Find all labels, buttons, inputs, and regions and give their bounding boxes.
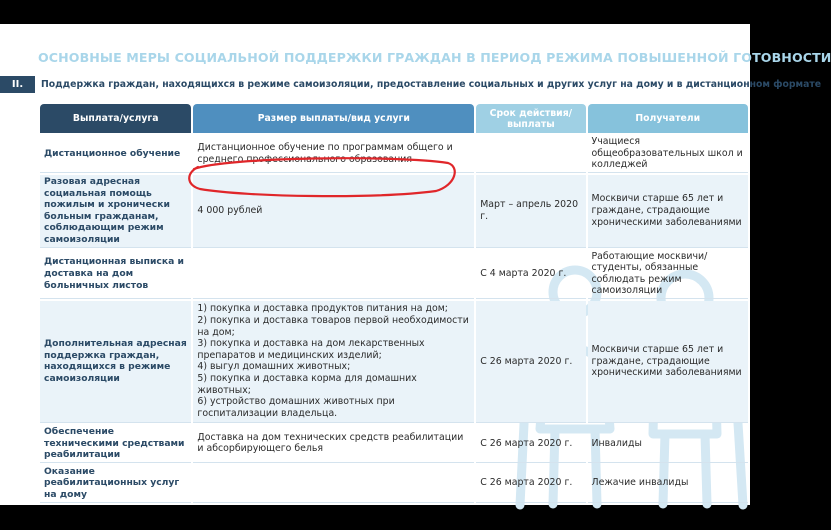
column-header: Выплата/услуга: [40, 104, 191, 133]
list-item: 6) устройство домашних животных при госпитализации владельца.: [197, 396, 395, 419]
size-cell: Доставка на дом технических средств реабилитации и абсорбирующего белья: [193, 425, 474, 463]
section-title: Поддержка граждан, находящихся в режиме самоизоляции, предоставление социальных и других услуг на дому и в дистанционном формате: [41, 79, 822, 90]
column-header: Получатели: [588, 104, 748, 133]
size-cell: [193, 465, 474, 503]
term-cell: С 26 марта 2020 г.: [476, 425, 585, 463]
list-item: 3) покупка и доставка на дом лекарственных препаратов и медицинских изделий;: [197, 338, 425, 361]
term-cell: Март – апрель 2020 г.: [476, 175, 585, 248]
term-cell: С 4 марта 2020 г.: [476, 250, 585, 299]
list-item: 1) покупка и доставка продуктов питания на дом;: [197, 303, 448, 315]
column-header: Размер выплаты/вид услуги: [193, 104, 474, 133]
size-cell: [193, 250, 474, 299]
page-title: ОСНОВНЫЕ МЕРЫ СОЦИАЛЬНОЙ ПОДДЕРЖКИ ГРАЖДАН В ПЕРИОД РЕЖИМА ПОВЫШЕННОЙ ГОТОВНОСТИ: [38, 50, 831, 65]
service-cell: Обеспечение техническими средствами реабилитации: [40, 425, 191, 463]
table-row: [40, 425, 748, 463]
term-cell: С 26 марта 2020 г.: [476, 465, 585, 503]
list-item: 4) выгул домашних животных;: [197, 361, 351, 373]
column-header: Срок действия/выплаты: [476, 104, 585, 133]
recipients-cell: Учащиеся общеобразовательных школ и колледжей: [588, 135, 748, 173]
table-row: [40, 301, 748, 423]
document-page: [0, 24, 831, 505]
service-cell: Дистанционная выписка и доставка на дом больничных листов: [40, 250, 191, 299]
recipients-cell: Работающие москвичи/ студенты, обязанные соблюдать режим самоизоляции: [588, 250, 748, 299]
red-handdrawn-circle: [186, 155, 458, 197]
size-cell: 4 000 рублей: [193, 175, 474, 248]
term-cell: С 26 марта 2020 г.: [476, 301, 585, 423]
service-cell: Разовая адресная социальная помощь пожилым и хронически больным гражданам, соблюдающим режим самоизоляции: [40, 175, 191, 248]
list-item: 5) покупка и доставка корма для домашних животных;: [197, 373, 417, 396]
table-row: [40, 250, 748, 299]
recipients-cell: Москвичи старше 65 лет и граждане, страдающие хроническими заболеваниями: [588, 301, 748, 423]
term-cell: [476, 135, 585, 173]
section-number: II.: [0, 76, 35, 93]
service-cell: Оказание реабилитационных услуг на дому: [40, 465, 191, 503]
size-cell: [193, 301, 474, 423]
table-row: [40, 465, 748, 503]
services-list: [197, 303, 470, 419]
recipients-cell: Лежачие инвалиды: [588, 465, 748, 503]
service-cell: Дистанционное обучение: [40, 135, 191, 173]
service-cell: Дополнительная адресная поддержка граждан, находящихся в режиме самоизоляции: [40, 301, 191, 423]
list-item: 2) покупка и доставка товаров первой необходимости на дом;: [197, 315, 469, 338]
recipients-cell: Москвичи старше 65 лет и граждане, страдающие хроническими заболеваниями: [588, 175, 748, 248]
recipients-cell: Инвалиды: [588, 425, 748, 463]
size-cell: Дистанционное обучение по программам общего и среднего профессионального образования: [193, 135, 474, 173]
